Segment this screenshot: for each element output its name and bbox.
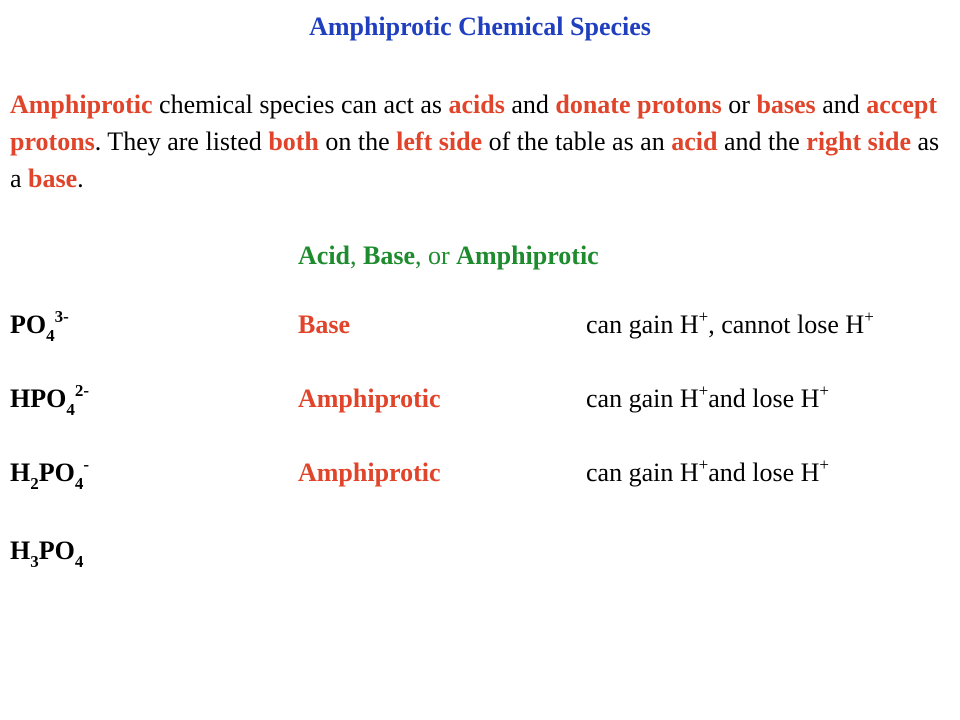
intro-term-acid: acid bbox=[671, 127, 718, 156]
intro-text: . bbox=[77, 164, 84, 193]
formula-subscript: 4 bbox=[46, 326, 55, 345]
table-row bbox=[0, 382, 960, 422]
table-row bbox=[0, 308, 960, 348]
species-description bbox=[586, 308, 874, 345]
formula-part: H bbox=[10, 458, 31, 487]
intro-term-base: base bbox=[28, 164, 78, 193]
description-text: and lose H bbox=[708, 458, 820, 487]
intro-term-donate-protons: donate protons bbox=[555, 90, 722, 119]
formula-part: H bbox=[10, 536, 31, 565]
intro-term-left-side: left side bbox=[396, 127, 483, 156]
intro-term-amphiprotic: Amphiprotic bbox=[10, 90, 153, 119]
formula-subscript: 3 bbox=[30, 552, 39, 571]
column-header-amphiprotic: Amphiprotic bbox=[456, 241, 599, 270]
formula-charge: - bbox=[83, 455, 90, 474]
page-title: Amphiprotic Chemical Species bbox=[309, 12, 651, 41]
formula-part: PO bbox=[10, 310, 47, 339]
formula-part: PO bbox=[38, 536, 75, 565]
species-formula bbox=[10, 534, 83, 571]
species-classification: Amphiprotic bbox=[298, 458, 441, 487]
column-header-separator: , bbox=[350, 241, 363, 270]
column-header-base: Base bbox=[363, 241, 415, 270]
intro-paragraph bbox=[10, 86, 950, 197]
species-formula bbox=[10, 456, 89, 493]
description-superscript: + bbox=[698, 455, 709, 474]
description-text: , cannot lose H bbox=[708, 310, 865, 339]
column-header-separator: , or bbox=[415, 241, 457, 270]
formula-subscript: 4 bbox=[66, 400, 75, 419]
intro-text: chemical species can act as bbox=[152, 90, 449, 119]
species-classification: Amphiprotic bbox=[298, 384, 441, 413]
intro-term-both: both bbox=[268, 127, 319, 156]
intro-text: of the table as an bbox=[482, 127, 672, 156]
formula-charge: 2- bbox=[74, 381, 90, 400]
column-header-acid: Acid bbox=[298, 241, 350, 270]
intro-text: . They are listed bbox=[94, 127, 269, 156]
formula-charge: 3- bbox=[54, 307, 69, 326]
column-header bbox=[298, 239, 599, 273]
species-description bbox=[586, 456, 829, 493]
formula-subscript: 2 bbox=[30, 474, 39, 493]
intro-text: and the bbox=[717, 127, 807, 156]
species-description bbox=[586, 382, 829, 419]
intro-text: as a bbox=[10, 127, 940, 193]
table-row bbox=[0, 534, 960, 574]
table-row bbox=[0, 456, 960, 496]
description-text: can gain H bbox=[586, 384, 699, 413]
formula-part: PO bbox=[38, 458, 75, 487]
description-superscript: + bbox=[698, 381, 709, 400]
intro-term-accept-protons: accept protons bbox=[10, 90, 937, 156]
description-superscript: + bbox=[819, 381, 830, 400]
description-text: and lose H bbox=[708, 384, 820, 413]
formula-part: HPO bbox=[10, 384, 67, 413]
intro-text: and bbox=[504, 90, 556, 119]
intro-text: or bbox=[721, 90, 757, 119]
intro-term-right-side: right side bbox=[806, 127, 912, 156]
description-superscript: + bbox=[819, 455, 830, 474]
description-superscript: + bbox=[864, 307, 874, 326]
intro-term-acids: acids bbox=[448, 90, 505, 119]
intro-text: and bbox=[815, 90, 867, 119]
formula-subscript: 4 bbox=[74, 474, 84, 493]
description-superscript: + bbox=[698, 307, 709, 326]
species-formula bbox=[10, 382, 89, 419]
species-classification: Base bbox=[298, 310, 350, 339]
description-text: can gain H bbox=[586, 310, 699, 339]
formula-subscript: 4 bbox=[74, 552, 84, 571]
species-formula bbox=[10, 308, 69, 345]
intro-term-bases: bases bbox=[756, 90, 816, 119]
intro-text: on the bbox=[318, 127, 397, 156]
description-text: can gain H bbox=[586, 458, 699, 487]
